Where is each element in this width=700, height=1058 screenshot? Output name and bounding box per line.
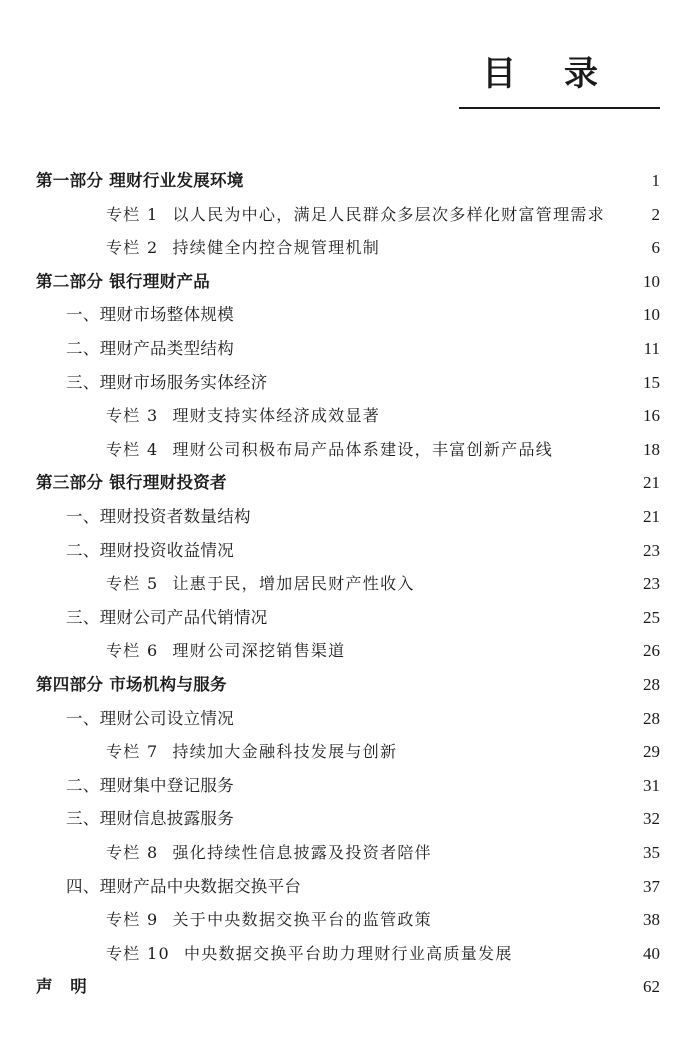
toc-section-entry[interactable] [0, 300, 700, 330]
toc-column-number: 专栏 3 [106, 406, 159, 426]
toc-section-entry[interactable] [0, 804, 700, 834]
toc-part-entry[interactable] [0, 166, 700, 196]
toc-page-number: 21 [643, 473, 660, 493]
title-underline [459, 107, 660, 109]
toc-page-number: 11 [643, 339, 660, 358]
toc-page-number: 15 [643, 372, 660, 392]
toc-column-title: 中央数据交换平台助力理财行业高质量发展 [183, 943, 513, 963]
toc-page-number: 62 [643, 977, 660, 997]
toc-column-entry[interactable] [0, 939, 700, 969]
toc-page-number: 38 [643, 910, 660, 930]
toc-entry-label: 一、理财公司设立情况 [66, 708, 234, 728]
toc-column-entry[interactable] [0, 838, 700, 868]
toc-column-title: 持续加大金融科技发展与创新 [172, 742, 398, 762]
page-title: 目 录 [482, 54, 616, 94]
toc-page-number: 37 [643, 876, 660, 896]
toc-entry-label: 第二部分 银行理财产品 [36, 271, 211, 291]
toc-entry-label [106, 838, 432, 868]
toc-column-title: 强化持续性信息披露及投资者陪伴 [172, 843, 432, 862]
toc-column-title: 理财公司积极布局产品体系建设，丰富创新产品线 [172, 439, 554, 459]
toc-entry-label: 三、理财公司产品代销情况 [66, 607, 268, 627]
toc-page-number: 6 [651, 238, 660, 258]
toc-entry-label [106, 905, 432, 935]
toc-page-number: 28 [643, 708, 660, 728]
toc-column-entry[interactable] [0, 636, 700, 666]
toc-entry-label [106, 401, 380, 431]
toc-page-number: 16 [643, 406, 660, 426]
toc-page-number: 35 [643, 843, 660, 862]
toc-page-number: 31 [643, 775, 660, 795]
toc-column-entry[interactable] [0, 435, 700, 465]
toc-column-title: 以人民为中心，满足人民群众多层次多样化财富管理需求 [172, 204, 605, 224]
toc-entry-label: 二、理财集中登记服务 [66, 775, 234, 795]
toc-entry-label: 第一部分 理财行业发展环境 [36, 171, 244, 190]
toc-column-entry[interactable] [0, 905, 700, 935]
toc-column-title: 理财公司深挖销售渠道 [172, 641, 346, 661]
toc-page-number: 40 [643, 943, 660, 963]
toc-entry-label: 三、理财市场服务实体经济 [66, 372, 268, 392]
toc-column-number: 专栏 4 [106, 439, 159, 459]
toc-section-entry[interactable] [0, 368, 700, 398]
toc-column-number: 专栏 1 [106, 204, 159, 224]
toc-page-number: 1 [651, 171, 660, 190]
toc-section-entry[interactable] [0, 502, 700, 532]
toc-entry-label: 二、理财投资收益情况 [66, 540, 234, 560]
toc-page-number: 10 [643, 271, 660, 291]
toc-page-number: 18 [643, 439, 660, 459]
toc-statement-entry[interactable] [0, 972, 700, 1002]
toc-page-number: 29 [643, 742, 660, 762]
toc-column-title: 让惠于民，增加居民财产性收入 [172, 574, 415, 594]
toc-entry-label: 第三部分 银行理财投资者 [36, 473, 227, 493]
toc-entry-label [106, 636, 345, 666]
toc-column-number: 专栏 7 [106, 742, 159, 762]
toc-entry-label [106, 939, 513, 969]
toc-column-number: 专栏 8 [106, 843, 159, 862]
toc-page-number: 32 [643, 809, 660, 829]
toc-section-entry[interactable] [0, 334, 700, 364]
toc-entry-label: 三、理财信息披露服务 [66, 809, 234, 829]
toc-column-title: 理财支持实体经济成效显著 [172, 406, 381, 426]
toc-section-entry[interactable] [0, 704, 700, 734]
toc-entry-label: 声 明 [36, 977, 93, 997]
toc-section-entry[interactable] [0, 771, 700, 801]
toc-column-entry[interactable] [0, 569, 700, 599]
toc-section-entry[interactable] [0, 603, 700, 633]
toc-column-entry[interactable] [0, 737, 700, 767]
toc-entry-label [106, 737, 397, 767]
toc-page-number: 26 [643, 641, 660, 661]
toc-part-entry[interactable] [0, 468, 700, 498]
toc-entry-label: 第四部分 市场机构与服务 [36, 675, 227, 694]
toc-page-number: 2 [651, 204, 660, 224]
toc-page-number: 10 [643, 305, 660, 325]
toc-entry-label [106, 569, 415, 599]
toc-column-number: 专栏 9 [106, 910, 159, 930]
toc-column-entry[interactable] [0, 401, 700, 431]
toc-column-number: 专栏 6 [106, 641, 159, 661]
toc-column-entry[interactable] [0, 200, 700, 230]
toc-part-entry[interactable] [0, 670, 700, 700]
toc-page-number: 23 [643, 540, 660, 560]
toc-entry-label: 四、理财产品中央数据交换平台 [66, 876, 302, 896]
toc-column-number: 专栏 5 [106, 574, 159, 594]
toc-column-title: 持续健全内控合规管理机制 [172, 238, 381, 258]
toc-entry-label [106, 233, 380, 263]
toc-column-title: 关于中央数据交换平台的监管政策 [172, 910, 432, 930]
toc-page-number: 28 [643, 675, 660, 694]
toc-section-entry[interactable] [0, 536, 700, 566]
toc-entry-label [106, 435, 553, 465]
toc-entry-label [106, 200, 605, 230]
toc-page-number: 21 [643, 507, 660, 526]
toc-section-entry[interactable] [0, 872, 700, 902]
toc-column-entry[interactable] [0, 233, 700, 263]
toc-page-number: 23 [643, 574, 660, 594]
toc-column-number: 专栏 2 [106, 238, 159, 258]
toc-entry-label: 二、理财产品类型结构 [66, 339, 234, 358]
toc-part-entry[interactable] [0, 267, 700, 297]
toc-page-number: 25 [643, 607, 660, 627]
toc-column-number: 专栏 10 [106, 943, 170, 963]
toc-entry-label: 一、理财市场整体规模 [66, 305, 234, 325]
toc-entry-label: 一、理财投资者数量结构 [66, 507, 251, 526]
